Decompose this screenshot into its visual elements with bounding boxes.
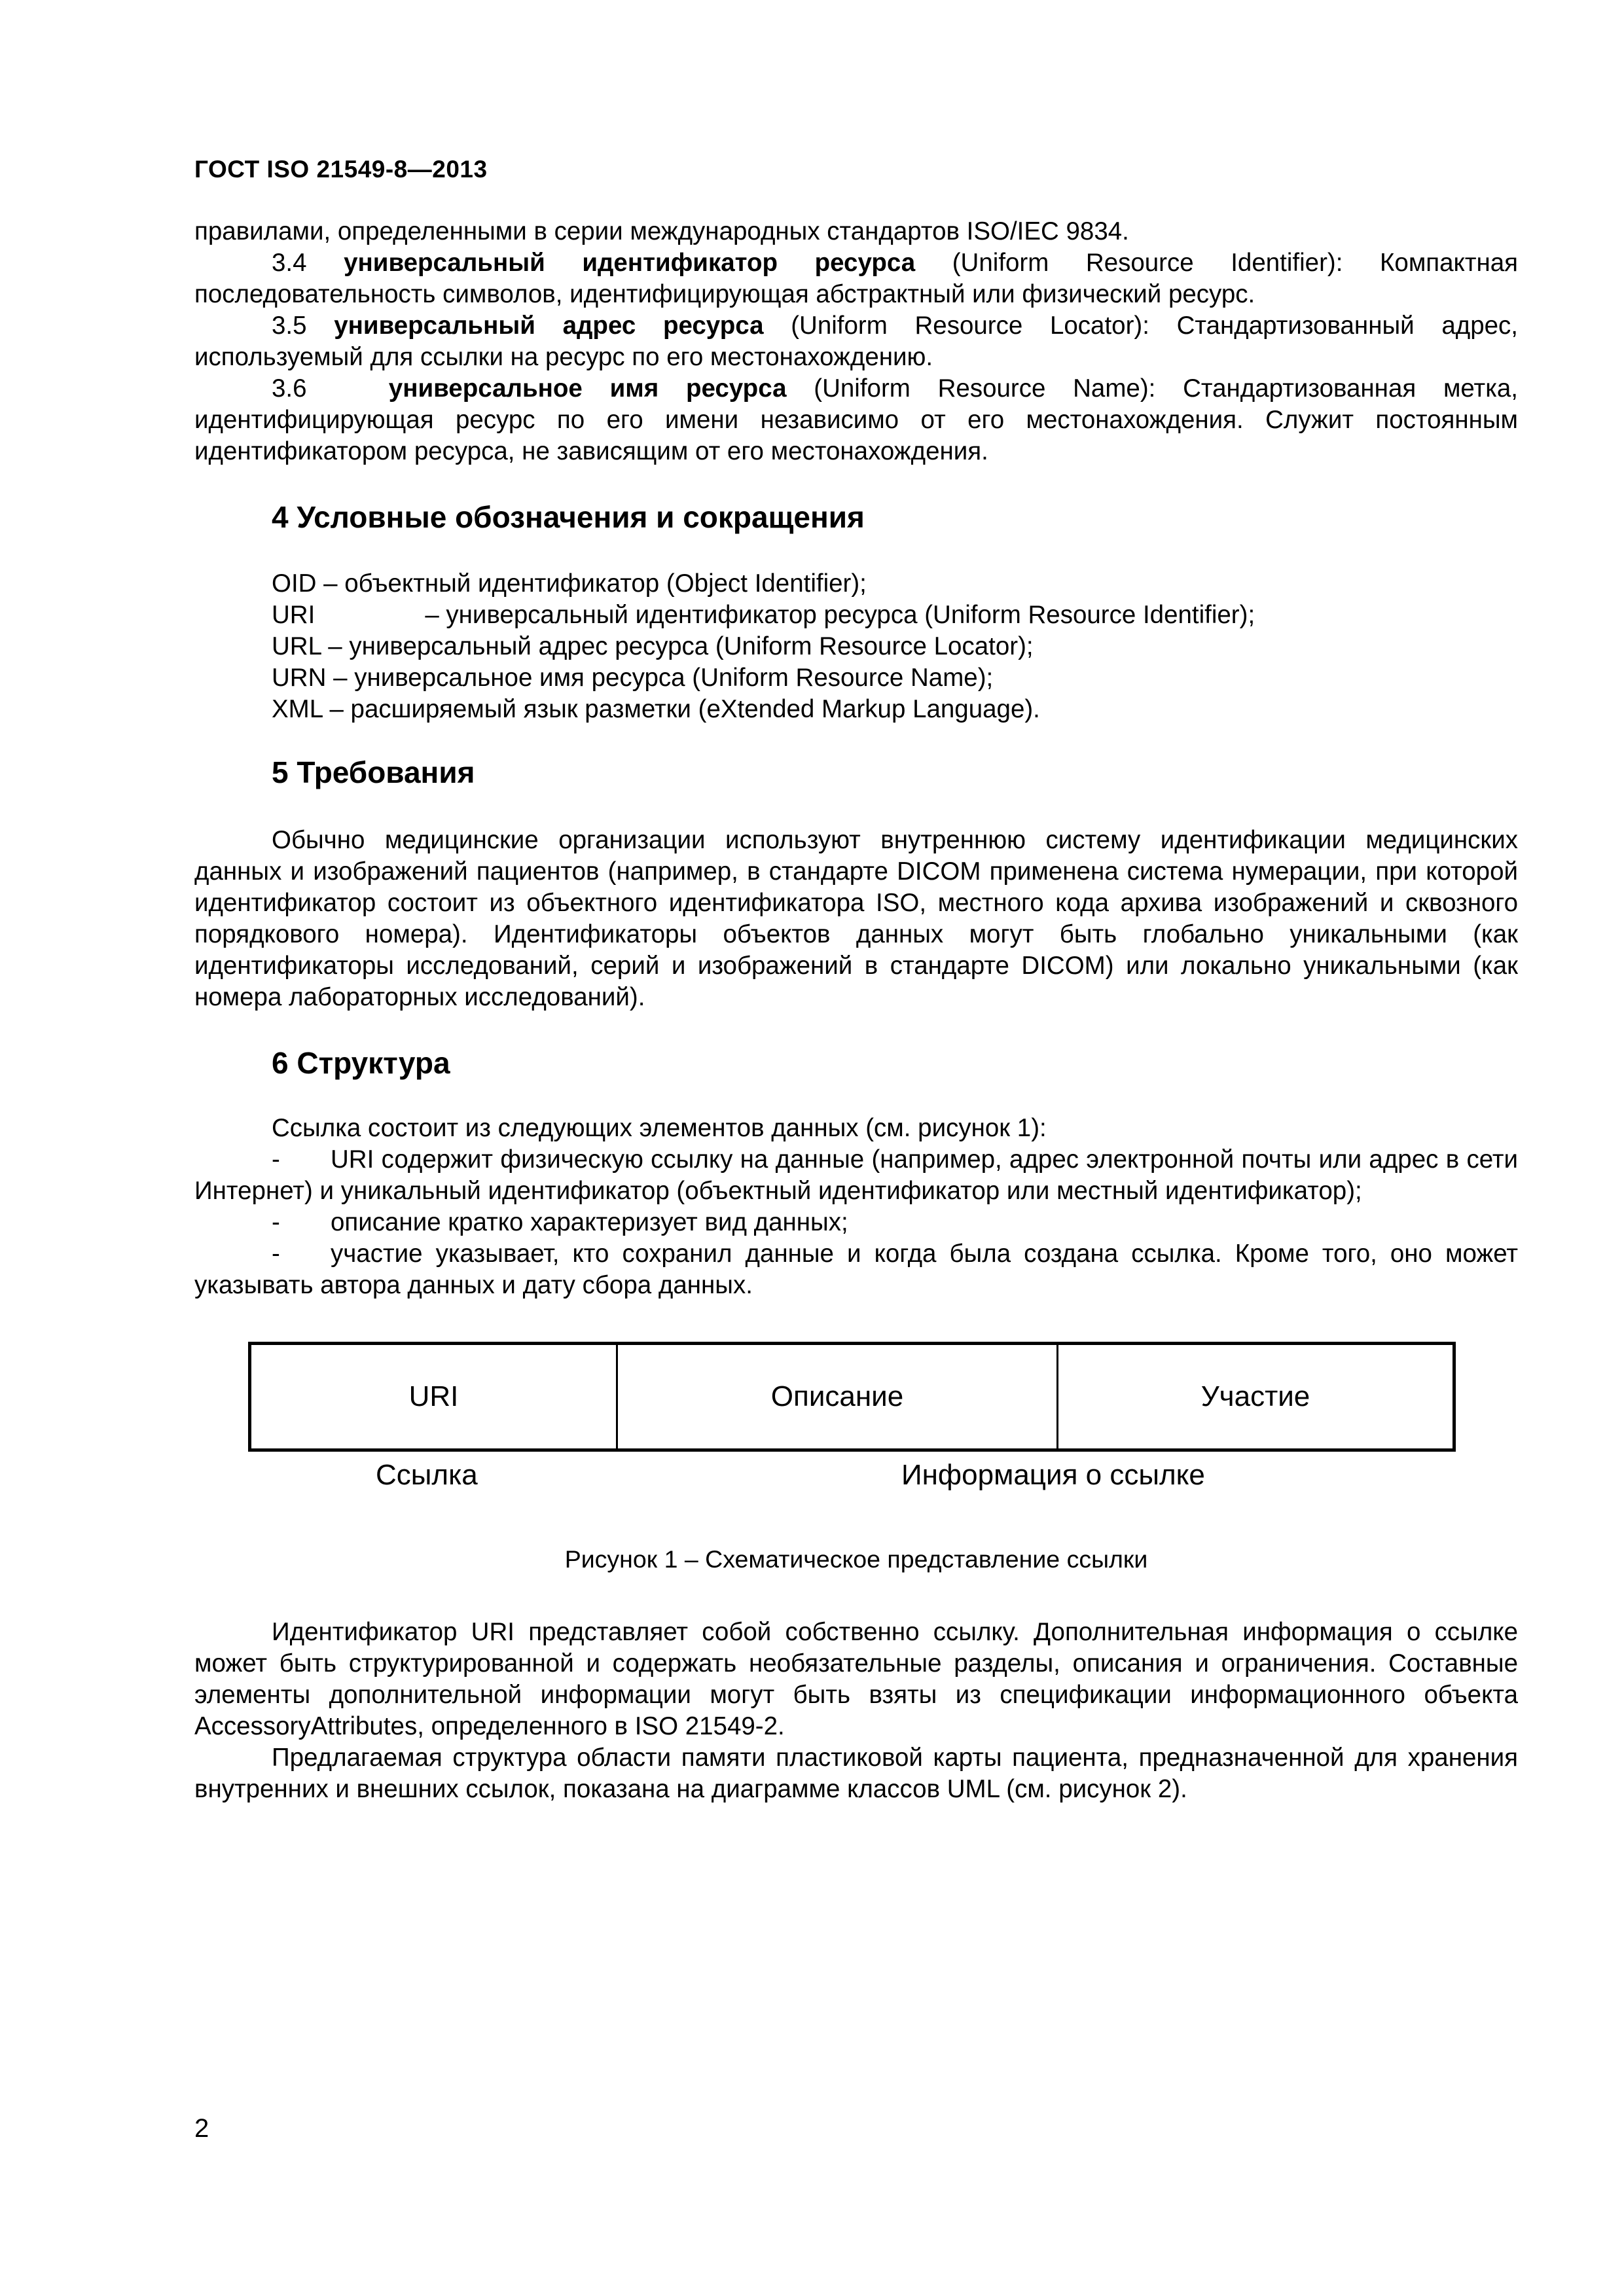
definition-text: (Uniform Resource Identifier): Компактная последовательность символов, идентифицирующая абстрактный или физический ресурс. (194, 249, 1518, 308)
diagram-cell-uri: URI (251, 1345, 618, 1448)
definition-number: 3.4 (272, 249, 307, 277)
list-item (194, 1207, 1518, 1238)
abbreviation-text: – универсальный адрес ресурса (Uniform Resource Locator); (328, 632, 1034, 660)
definition-number: 3.6 (272, 374, 307, 403)
definition-number: 3.5 (272, 312, 307, 340)
diagram-label-link: Ссылка (376, 1459, 478, 1491)
section-6-title: 6 Структура (272, 1046, 450, 1080)
diagram-cell-participation: Участие (1200, 1380, 1310, 1412)
list-item (194, 1238, 1518, 1301)
abbreviation: OID (272, 569, 317, 598)
section-6-paragraph-2: Предлагаемая структура области памяти пластиковой карты пациента, предназначенной для хранения внутренних и внешних ссылок, показана на диаграмме классов UML (см. рисунок 2). (194, 1744, 1518, 1803)
abbreviation-list (194, 568, 1518, 725)
abbreviation-text: – расширяемый язык разметки (eXtended Markup Language). (329, 695, 1040, 723)
section-4-title: 4 Условные обозначения и сокращения (272, 500, 865, 534)
definition-3-4 (194, 247, 1518, 310)
definition-term: универсальный адрес ресурса (334, 312, 764, 340)
diagram-cell-description: Описание (618, 1345, 1058, 1448)
list-item-text: URI содержит физическую ссылку на данные (например, адрес электронной почты или адрес в сети Интернет) и уникальный идентификатор (объектный идентификатор или местный идентификатор); (194, 1145, 1518, 1205)
abbreviation: URI (272, 601, 316, 629)
section-6-intro: Ссылка состоит из следующих элементов данных (см. рисунок 1): (272, 1114, 1047, 1142)
figure-caption: Рисунок 1 – Схематическое представление ссылки (564, 1545, 1148, 1573)
definition-term: универсальный идентификатор ресурса (344, 249, 916, 277)
section-5-title: 5 Требования (272, 755, 475, 789)
abbreviation-text: – универсальное имя ресурса (Uniform Resource Name); (333, 664, 994, 692)
definition-3-6 (194, 373, 1518, 467)
document-body (194, 216, 1518, 1805)
section-6-paragraph-1: Идентификатор URI представляет собой собственно ссылку. Дополнительная информация о ссылке может быть структурированной и содержать необязательные разделы, описания и ограничения. Составные элементы дополнительной информации могут быть взяты из спецификации информационного объекта AccessoryAttributes, определенного в ISO 21549-2. (194, 1618, 1518, 1740)
page-number: 2 (194, 2114, 209, 2143)
definition-text: (Uniform Resource Locator): Стандартизованный адрес, используемый для ссылки на ресурс по его местонахождению. (194, 312, 1518, 371)
abbreviation: URL (272, 632, 321, 660)
abbreviation-item (194, 568, 1518, 600)
abbreviation-text: – универсальный идентификатор ресурса (Uniform Resource Identifier); (425, 601, 1255, 629)
dash-marker: - (272, 1240, 280, 1268)
definition-3-5 (194, 310, 1518, 373)
definition-term: универсальное имя ресурса (388, 374, 787, 403)
dash-marker: - (272, 1208, 280, 1236)
abbreviation-item (194, 600, 1518, 631)
definition-continuation: правилами, определенными в серии международных стандартов ISO/IEC 9834. (194, 217, 1129, 245)
list-item (194, 1144, 1518, 1207)
definition-text: (Uniform Resource Name): Стандартизованная метка, идентифицирующая ресурс по его имени независимо от его местонахождения. Служит постоянным идентификатором ресурса, не зависящим от его местонахождения. (194, 374, 1518, 465)
abbreviation-text: – объектный идентификатор (Object Identifier); (323, 569, 867, 598)
list-item-text: описание кратко характеризует вид данных; (331, 1208, 848, 1236)
diagram-label-link-info: Информация о ссылке (901, 1459, 1205, 1491)
abbreviation-item (194, 694, 1518, 725)
abbreviation: URN (272, 664, 327, 692)
abbreviation-item (194, 631, 1518, 662)
document-header: ГОСТ ISO 21549-8—2013 (194, 156, 488, 183)
list-item-text: участие указывает, кто сохранил данные и когда была создана ссылка. Кроме того, оно может указывать автора данных и дату сбора данных. (194, 1240, 1518, 1299)
abbreviation: XML (272, 695, 323, 723)
section-5-paragraph: Обычно медицинские организации используют внутреннюю систему идентификации медицинских данных и изображений пациентов (например, в стандарте DICOM применена система нумерации, при которой идентификатор состоит из объектного идентификатора ISO, местного кода архива изображений и сквозного порядкового номера). Идентификаторы объектов данных могут быть глобально уникальными (как идентификаторы исследований, серий и изображений в стандарте DICOM) или локально уникальными (как номера лабораторных исследований). (194, 826, 1518, 1011)
link-structure-diagram (248, 1342, 1456, 1452)
dash-marker: - (272, 1145, 280, 1174)
abbreviation-item (194, 662, 1518, 694)
diagram-labels (194, 1457, 1518, 1503)
